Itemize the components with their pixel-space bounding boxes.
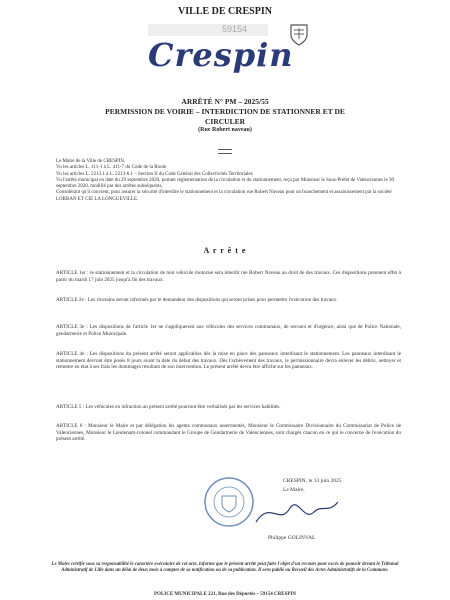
preamble-line: Vu les articles L. 2213.1 à L. 2213-6.1 – Section II du Code Général des Collectivités Territoriales (56, 171, 253, 177)
preamble-line: Vu l'arrêté municipal en date du 29 septembre 2020, portant réglementation de la circulation et du stationnement, reçu par Monsieur le Sous-Préfet de Valenciennes le 30 septembre 2020, modifié par des arrêtés subséquents, (56, 177, 395, 190)
place-date: CRESPIN, le 13 juin 2025 (283, 478, 342, 484)
separator-ornament (218, 149, 232, 154)
signature-scribble (252, 492, 342, 532)
decree-title-line2: CIRCULER (204, 117, 245, 126)
crespin-logo (140, 22, 310, 80)
logo-wordmark: Crespin (148, 36, 294, 74)
article-5: ARTICLE 5 : Les véhicules en infraction au présent arrêté pourront être verbalisés par les services habilités. (56, 404, 281, 410)
footer-address: POLICE MUNICIPALE 221, Rue des Déportés – 59154 CRESPIN (154, 592, 296, 597)
signatory-name: Philippe GOLINVAL (268, 535, 316, 541)
article-6: ARTICLE 6 : Monsieur le Maire et par délégation les agents communaux assermentés, Monsieur le Commissaire Divisionnaire du Commissariat de Police de Valenciennes, Monsieur le Lieutenant-colonel commandant le Groupe de Gendarmerie de Valenciennes, sont chargés chacun en ce qui le concerne de l'exécution du présent arrêté. (56, 423, 401, 442)
decree-title-line1: PERMISSION DE VOIRIE – INTERDICTION DE STATIONNER ET DE (105, 107, 345, 116)
decree-subtitle: (Rue Robert naveau) (198, 127, 252, 133)
municipal-seal (203, 476, 255, 528)
preamble-line: Le Maire de la Ville de CRESPIN, (56, 159, 126, 164)
article-4: ARTICLE 4e : Les dispositions du présent arrêté seront applicables dès la mise en place des panneaux interdisant le stationnement. Les panneaux interdisant le stationnement devront être posés 8 jours avant la date du début des travaux. Dès l'achèvement des travaux, le permissionnaire devra enlever les débris, nettoyer et remettre en état à ses frais les dommages résultant de son intervention. Le présent arrêté devra être affiché sur les panneaux. (56, 351, 401, 370)
article-1: ARTICLE 1er : le stationnement et la circulation de tout véhicule motorisé sera interdit rue Robert Naveau au droit de des travaux. Ces dispositions prennent effet à partir du mardi 17 juin 2025 jusqu'à fin des travaux. (56, 270, 401, 283)
signatory-role: Le Maire, (283, 487, 305, 493)
article-3: ARTICLE 3e : Les dispositions de l'article 1er ne s'appliqueront aux véhicules des services communaux, de secours et d'urgence, ainsi que de Police Nationale, gendarmerie et Police Municipale. (56, 324, 401, 337)
commune-title: VILLE DE CRESPIN (178, 6, 272, 17)
preamble-line: Considérant qu'il convient, pour assurer la sécurité d'interdire le stationnement et la circulation rue Robert Naveau pour un branchement et assainissement par la société LORBAN ET CIE LA LONGUEVILLE. (56, 190, 392, 202)
postal-code: 59154 (222, 24, 248, 34)
article-2: ARTICLE 2e : Les riverains seront informés par le demandeur des dispositions qui seront prises pour permettre l'exécution des travaux. (56, 297, 338, 303)
decree-number: ARRÊTÉ N° PM – 2025/55 (181, 97, 269, 106)
preamble-line: Vu les articles L. 111-1 à L. 411-7 du Code de la Route (56, 165, 167, 171)
coat-of-arms-icon (290, 24, 308, 46)
arrete-heading: A r r ê t e (203, 246, 247, 255)
legal-notice: Le Maire certifie sous sa responsabilité le caractère exécutoire de cet acte, informe que le présent arrêté peut faire l'objet d'un recours pour excès de pouvoir devant le Tribunal Administratif de Lille dans un délai de deux mois à compter de sa notification ou de sa publication. Il sera publié au Recueil des Actes Administratifs de la Commune. (51, 562, 399, 573)
preamble (56, 159, 401, 203)
